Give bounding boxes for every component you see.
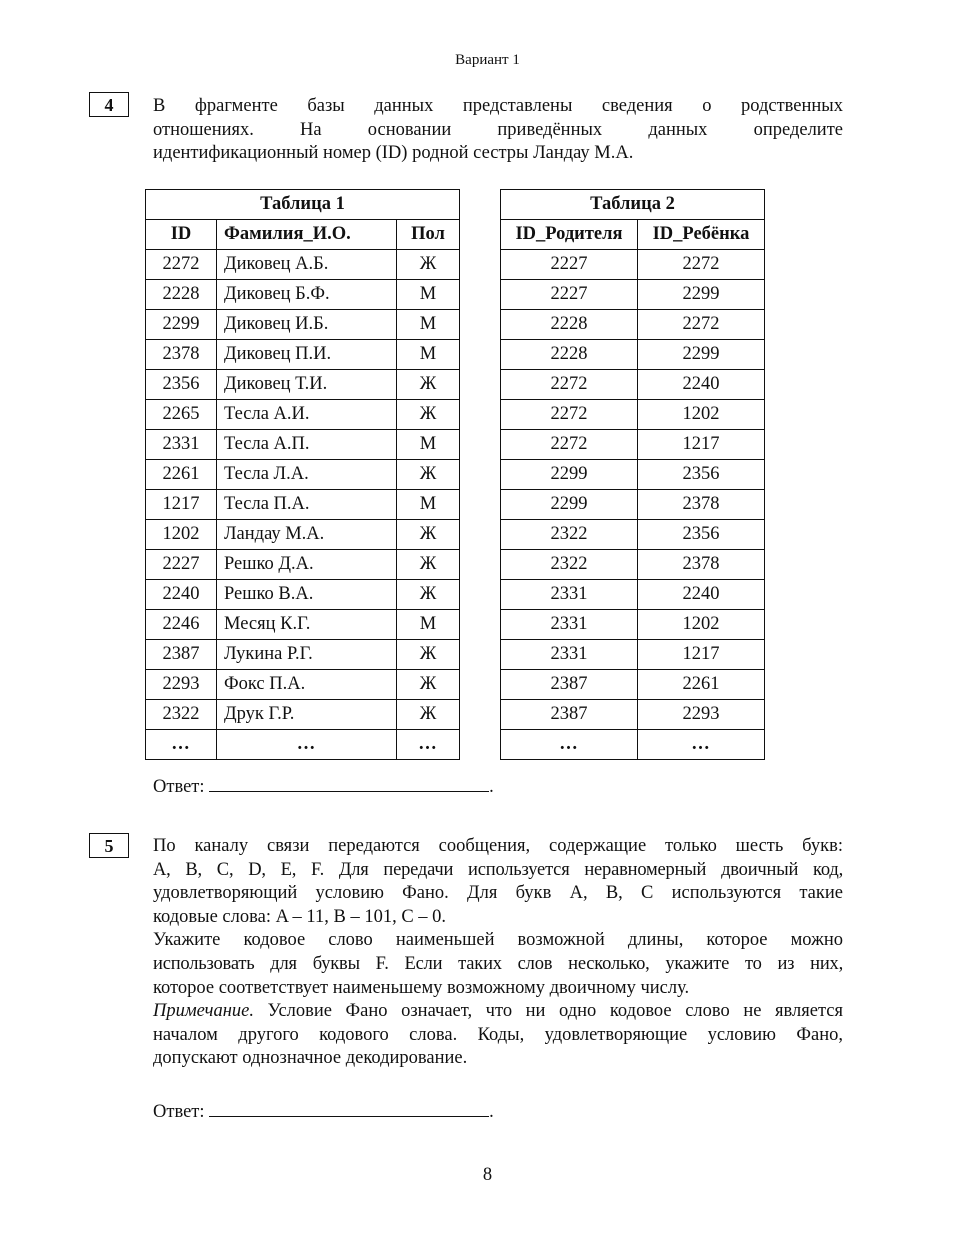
cell-child-id: 2240 [638,370,765,400]
task-5-line: Укажите кодовое слово наименьшей возможной длины, которое можно [153,930,843,951]
cell-id: 2240 [146,580,217,610]
task-5-line: A, B, C, D, E, F. Для передачи используется неравномерный двоичный код, [153,859,843,880]
cell-child-id: 2299 [638,280,765,310]
cell-child-id: 2272 [638,250,765,280]
cell-child-id: 2293 [638,700,765,730]
table-row [501,490,765,520]
table-row [501,430,765,460]
table-2-header-parent: ID_Родителя [501,220,638,250]
cell-parent-id: 2322 [501,550,638,580]
table-row [501,400,765,430]
task-5-line: По каналу связи передаются сообщения, содержащие только шесть букв: [153,836,843,856]
task-4-line: идентификационный номер (ID) родной сестры Ландау М.А. [153,143,634,164]
cell-child-id: 2261 [638,670,765,700]
note-text: Условие Фано означает, что ни одно кодовое слово не является [253,1001,843,1022]
cell-parent-id: 2387 [501,700,638,730]
cell-parent-id: 2322 [501,520,638,550]
cell-parent-id: 2228 [501,310,638,340]
table-row [501,580,765,610]
cell-sex: Ж [397,700,460,730]
table-row [501,250,765,280]
table-row [146,460,460,490]
cell-name: Фокс П.А. [217,670,397,700]
cell-sex: М [397,610,460,640]
cell-id: 2272 [146,250,217,280]
cell-sex: Ж [397,640,460,670]
cell-child-id: 1217 [638,430,765,460]
table-row [146,670,460,700]
cell-id: 2378 [146,340,217,370]
table-1 [145,189,460,760]
cell-sex: М [397,340,460,370]
table-row [501,520,765,550]
cell-id: 2261 [146,460,217,490]
table-row [146,520,460,550]
page-header: Вариант 1 [455,52,520,68]
task-4-line: В фрагменте базы данных представлены сведения о родственных [153,96,843,116]
cell-parent-id: 2227 [501,250,638,280]
cell-sex: Ж [397,250,460,280]
cell-child-id: … [638,730,765,760]
cell-name: … [217,730,397,760]
table-row [501,340,765,370]
cell-sex: М [397,310,460,340]
note-label: Примечание. [153,1001,254,1022]
cell-id: 2331 [146,430,217,460]
cell-name: Диковец П.И. [217,340,397,370]
table-row [501,700,765,730]
task-4-text [153,95,843,166]
cell-sex: Ж [397,370,460,400]
task-5-line: которое соответствует наименьшему возможному двоичному числу. [153,977,690,998]
cell-id: 2356 [146,370,217,400]
cell-child-id: 2272 [638,310,765,340]
table-row [146,730,460,760]
cell-id: 1202 [146,520,217,550]
cell-id: 2228 [146,280,217,310]
table-row [501,730,765,760]
answer-label: Ответ: [153,1102,205,1122]
cell-parent-id: 2272 [501,400,638,430]
table-row [501,370,765,400]
cell-child-id: 1217 [638,640,765,670]
table-row [146,340,460,370]
answer-field[interactable] [209,774,489,792]
table-row [146,430,460,460]
cell-id: 2265 [146,400,217,430]
cell-id: 2227 [146,550,217,580]
cell-child-id: 2240 [638,580,765,610]
cell-name: Тесла А.П. [217,430,397,460]
task-5-line: использовать для буквы F. Если таких слов несколько, укажите то из них, [153,953,843,974]
cell-parent-id: 2299 [501,490,638,520]
cell-sex: … [397,730,460,760]
task-5-line: началом другого кодового слова. Коды, удовлетворяющие условию Фано, [153,1024,843,1045]
table-row [146,370,460,400]
cell-child-id: 2356 [638,460,765,490]
cell-name: Решко Д.А. [217,550,397,580]
cell-id: 2322 [146,700,217,730]
table-row [501,550,765,580]
table-row [146,550,460,580]
answer-field[interactable] [209,1099,489,1117]
cell-name: Диковец Б.Ф. [217,280,397,310]
table-row [501,310,765,340]
cell-child-id: 2356 [638,520,765,550]
table-row [146,490,460,520]
cell-parent-id: 2387 [501,670,638,700]
task-5-note-line [153,1000,843,1024]
answer-label: Ответ: [153,777,205,797]
cell-parent-id: 2227 [501,280,638,310]
cell-name: Диковец И.Б. [217,310,397,340]
cell-name: Решко В.А. [217,580,397,610]
table-row [501,460,765,490]
task-5-line: допускают однозначное декодирование. [153,1048,468,1069]
table-2 [500,189,765,760]
cell-parent-id: 2272 [501,430,638,460]
cell-id: 1217 [146,490,217,520]
cell-parent-id: 2331 [501,580,638,610]
cell-sex: М [397,280,460,310]
answer-period: . [489,1102,494,1122]
table-1-header-id: ID [146,220,217,250]
table-2-title: Таблица 2 [501,190,765,220]
table-row [146,640,460,670]
cell-child-id: 2378 [638,550,765,580]
cell-parent-id: 2331 [501,610,638,640]
table-row [146,400,460,430]
table-2-header-child: ID_Ребёнка [638,220,765,250]
task-5-answer [153,1099,494,1123]
cell-parent-id: 2299 [501,460,638,490]
table-1-title: Таблица 1 [146,190,460,220]
task-5-number: 5 [89,833,129,858]
cell-id: 2299 [146,310,217,340]
table-1-header-sex: Пол [397,220,460,250]
cell-child-id: 2378 [638,490,765,520]
task-5-text [153,835,843,1071]
table-row [146,280,460,310]
cell-sex: Ж [397,460,460,490]
table-row [146,610,460,640]
task-4-line: отношениях. На основании приведённых данных определите [153,119,843,140]
cell-sex: М [397,490,460,520]
answer-period: . [489,777,494,797]
cell-name: Месяц К.Г. [217,610,397,640]
cell-name: Друк Г.Р. [217,700,397,730]
table-row [146,700,460,730]
table-row [146,310,460,340]
table-row [501,610,765,640]
cell-id: 2387 [146,640,217,670]
task-4-answer [153,774,494,798]
cell-parent-id: 2228 [501,340,638,370]
cell-id: 2246 [146,610,217,640]
cell-name: Диковец Т.И. [217,370,397,400]
cell-child-id: 2299 [638,340,765,370]
cell-name: Тесла П.А. [217,490,397,520]
cell-name: Диковец А.Б. [217,250,397,280]
table-row [501,280,765,310]
cell-id: 2293 [146,670,217,700]
cell-parent-id: 2272 [501,370,638,400]
task-5-line: удовлетворяющий условию Фано. Для букв A, B, C используются такие [153,883,843,904]
table-row [146,250,460,280]
task-5-line: кодовые слова: A – 11, B – 101, C – 0. [153,906,447,927]
cell-name: Лукина Р.Г. [217,640,397,670]
cell-sex: Ж [397,670,460,700]
cell-child-id: 1202 [638,610,765,640]
table-row [146,580,460,610]
cell-sex: Ж [397,520,460,550]
cell-sex: Ж [397,550,460,580]
cell-name: Тесла Л.А. [217,460,397,490]
cell-parent-id: … [501,730,638,760]
cell-sex: Ж [397,400,460,430]
table-row [501,640,765,670]
table-1-header-name: Фамилия_И.О. [217,220,397,250]
cell-sex: М [397,430,460,460]
cell-id: … [146,730,217,760]
table-row [501,670,765,700]
cell-name: Ландау М.А. [217,520,397,550]
cell-name: Тесла А.И. [217,400,397,430]
cell-child-id: 1202 [638,400,765,430]
cell-sex: Ж [397,580,460,610]
task-4-number: 4 [89,92,129,117]
cell-parent-id: 2331 [501,640,638,670]
page-number: 8 [482,1165,493,1185]
